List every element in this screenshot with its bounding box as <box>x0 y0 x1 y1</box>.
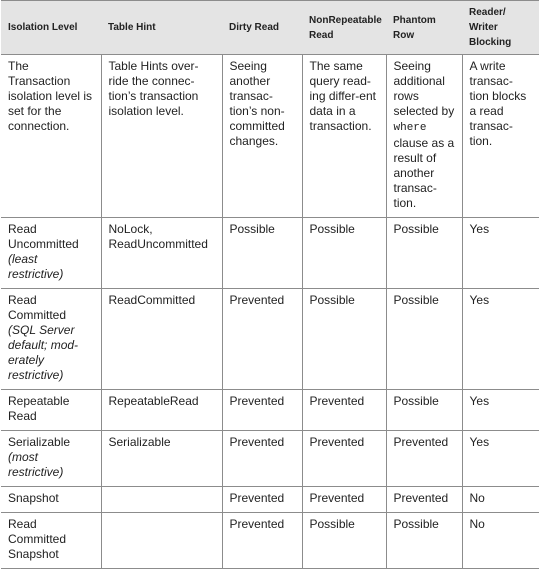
column-header-table-hint: Table Hint <box>101 1 222 55</box>
description-phantom-code: where <box>393 122 427 134</box>
description-blocking: A write transac-tion blocks a read transac-tion. <box>462 55 539 218</box>
cell-nonrepeatable-read: Prevented <box>302 431 386 487</box>
cell-table-hint <box>101 487 222 513</box>
cell-nonrepeatable-read: Possible <box>302 513 386 569</box>
cell-nonrepeatable-read: Prevented <box>302 487 386 513</box>
isolation-level-qualifier: (most restrictive) <box>8 450 64 479</box>
isolation-level-qualifier: (SQL Server default; mod-erately restrictive) <box>8 323 79 382</box>
cell-blocking: Yes <box>462 431 539 487</box>
cell-table-hint: RepeatableRead <box>101 390 222 431</box>
description-phantom-row <box>386 55 462 218</box>
cell-table-hint: Serializable <box>101 431 222 487</box>
isolation-level-name: Serializable <box>8 435 71 449</box>
cell-dirty-read: Prevented <box>222 431 302 487</box>
description-hint: Table Hints over-ride the connec-tion’s transaction isolation level. <box>101 55 222 218</box>
isolation-level-qualifier: (least restrictive) <box>8 252 64 281</box>
cell-nonrepeatable-read: Possible <box>302 289 386 390</box>
description-phantom-text-post: clause as a result of another transac-tion. <box>393 136 455 210</box>
cell-isolation-level <box>1 390 101 431</box>
cell-phantom-row: Possible <box>386 218 462 289</box>
isolation-level-name: Read Committed Snapshot <box>8 517 67 561</box>
isolation-level-name: Read Committed <box>8 293 67 322</box>
cell-blocking: Yes <box>462 218 539 289</box>
column-header-nonrepeatable-read: NonRepeatable Read <box>302 1 386 55</box>
table-row <box>1 431 539 487</box>
description-level: The Transaction isolation level is set for the connection. <box>1 55 101 218</box>
cell-table-hint <box>101 513 222 569</box>
cell-table-hint: ReadCommitted <box>101 289 222 390</box>
cell-blocking: No <box>462 487 539 513</box>
cell-isolation-level <box>1 289 101 390</box>
cell-phantom-row: Possible <box>386 390 462 431</box>
isolation-level-name: Repeatable Read <box>8 394 70 423</box>
table-row <box>1 513 539 569</box>
table-body <box>1 55 539 569</box>
cell-dirty-read: Prevented <box>222 487 302 513</box>
column-header-dirty-read: Dirty Read <box>222 1 302 55</box>
cell-phantom-row: Prevented <box>386 487 462 513</box>
column-header-isolation-level: Isolation Level <box>1 1 101 55</box>
table-header <box>1 1 539 55</box>
table-row <box>1 390 539 431</box>
cell-isolation-level <box>1 431 101 487</box>
table-row <box>1 487 539 513</box>
column-header-phantom-row: Phantom Row <box>386 1 462 55</box>
cell-phantom-row: Possible <box>386 513 462 569</box>
cell-nonrepeatable-read: Prevented <box>302 390 386 431</box>
isolation-levels-table <box>1 0 539 569</box>
cell-phantom-row: Prevented <box>386 431 462 487</box>
description-dirty-read: Seeing another transac-tion’s non-committed changes. <box>222 55 302 218</box>
cell-blocking: No <box>462 513 539 569</box>
cell-dirty-read: Possible <box>222 218 302 289</box>
cell-isolation-level <box>1 218 101 289</box>
isolation-level-name: Snapshot <box>8 491 59 505</box>
isolation-level-name: Read Uncommitted <box>8 222 79 251</box>
description-phantom-text-pre: Seeing additional rows selected by <box>393 59 455 118</box>
description-row <box>1 55 539 218</box>
cell-blocking: Yes <box>462 289 539 390</box>
cell-nonrepeatable-read: Possible <box>302 218 386 289</box>
cell-table-hint: NoLock, ReadUncommitted <box>101 218 222 289</box>
table-row <box>1 289 539 390</box>
cell-dirty-read: Prevented <box>222 513 302 569</box>
description-nonrepeatable-read: The same query read-ing differ-ent data in a transaction. <box>302 55 386 218</box>
header-row <box>1 1 539 55</box>
cell-dirty-read: Prevented <box>222 390 302 431</box>
cell-isolation-level <box>1 487 101 513</box>
cell-dirty-read: Prevented <box>222 289 302 390</box>
column-header-reader-writer-blocking: Reader/ Writer Blocking <box>462 1 539 55</box>
table-row <box>1 218 539 289</box>
cell-phantom-row: Possible <box>386 289 462 390</box>
cell-blocking: Yes <box>462 390 539 431</box>
cell-isolation-level <box>1 513 101 569</box>
